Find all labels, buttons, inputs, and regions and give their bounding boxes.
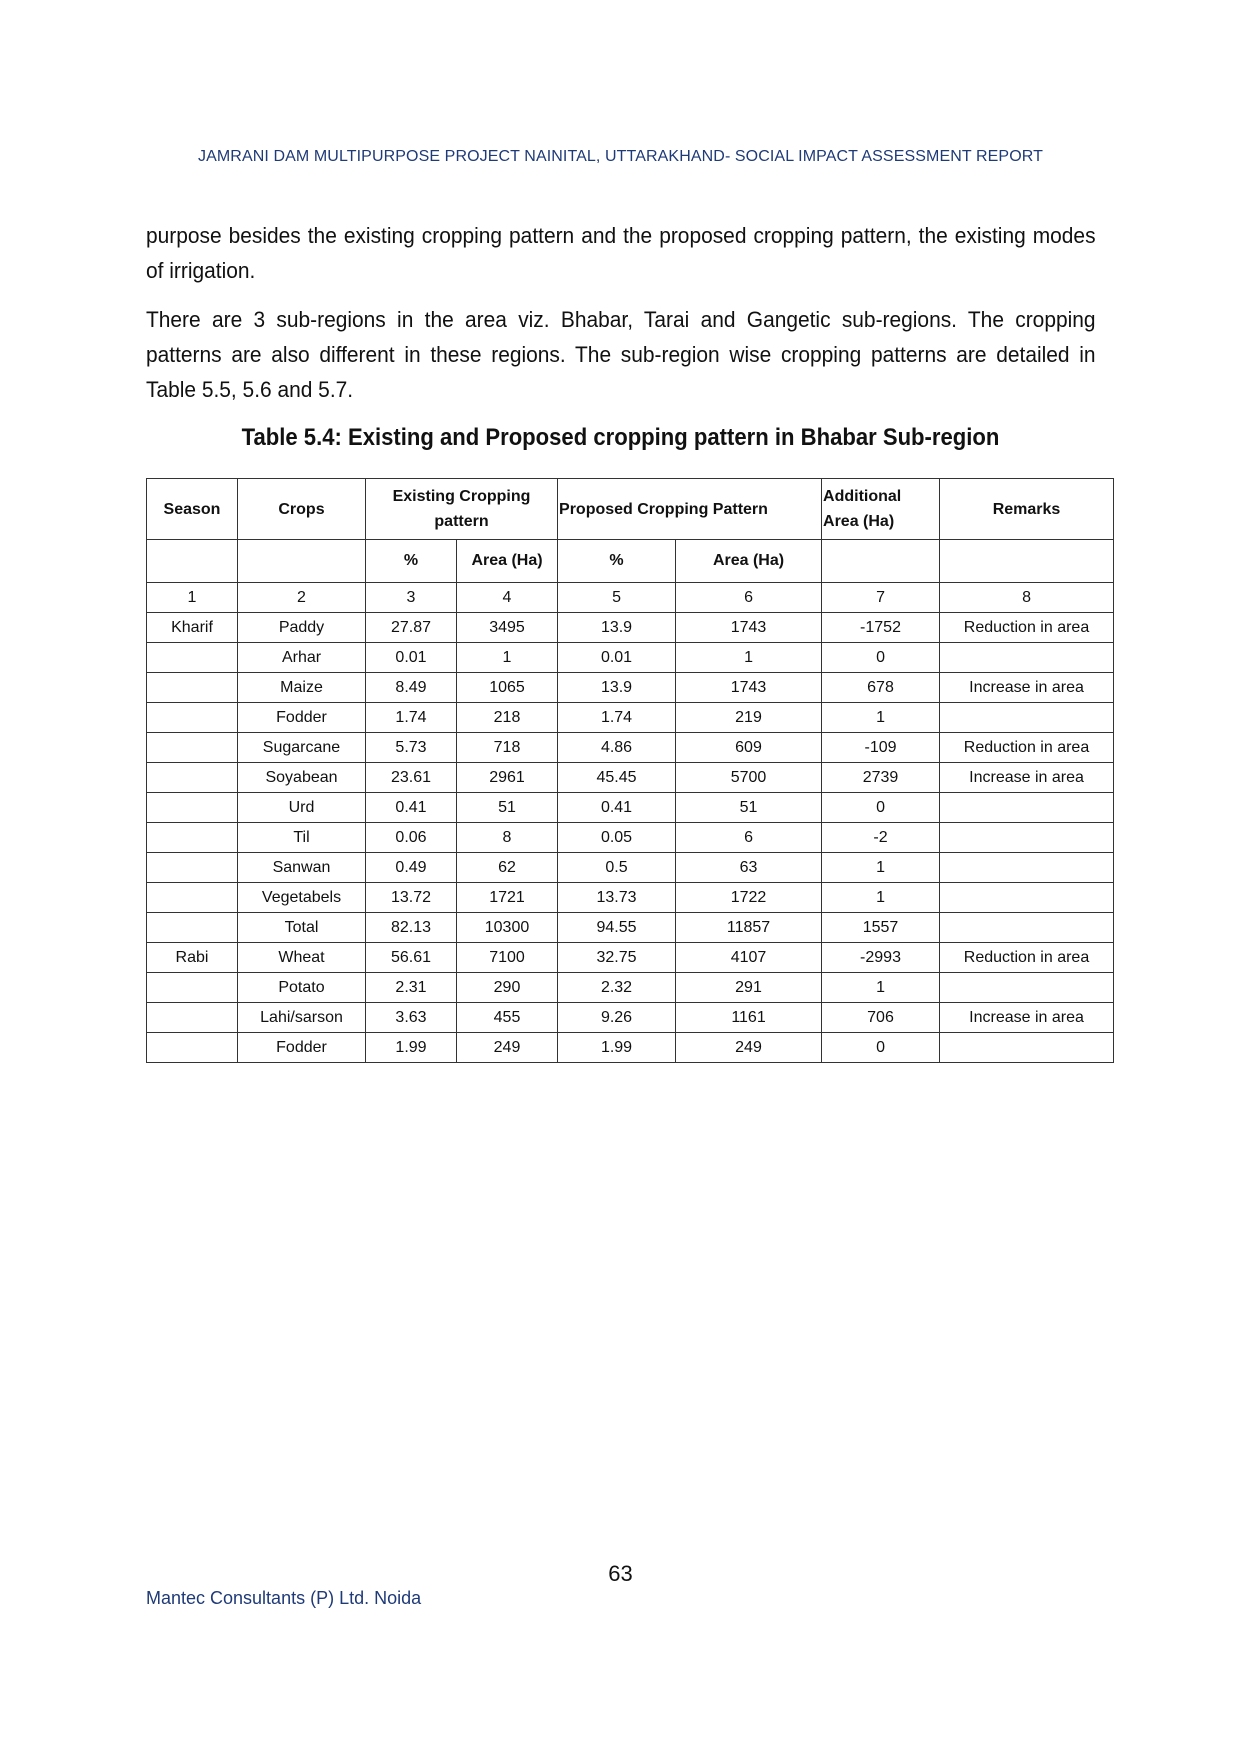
crop-cell: Soyabean (238, 763, 366, 793)
existing-area-cell: 1065 (457, 673, 558, 703)
existing-area-cell: 3495 (457, 613, 558, 643)
existing-pct-cell: 56.61 (366, 943, 457, 973)
body-paragraph: There are 3 sub-regions in the area viz. Bhabar, Tarai and Gangetic sub-regions. The cropping patterns are also different in these regions. The sub-region wise cropping patterns are detailed in Table 5.5, 5.6 and 5.7. (146, 307, 1096, 402)
column-number: 1 (147, 583, 238, 613)
table-row (147, 823, 1114, 853)
table-row (147, 1003, 1114, 1033)
table-row (147, 613, 1114, 643)
remarks-cell (940, 853, 1114, 883)
table-row (147, 973, 1114, 1003)
proposed-area-cell: 219 (676, 703, 822, 733)
remarks-cell: Increase in area (940, 763, 1114, 793)
additional-area-cell: 1 (822, 703, 940, 733)
additional-area-cell: 678 (822, 673, 940, 703)
crop-cell: Arhar (238, 643, 366, 673)
crop-cell: Urd (238, 793, 366, 823)
proposed-pct-cell: 94.55 (558, 913, 676, 943)
existing-pct-cell: 0.01 (366, 643, 457, 673)
crop-cell: Fodder (238, 1033, 366, 1063)
existing-pct-cell: 1.99 (366, 1033, 457, 1063)
remarks-cell (940, 913, 1114, 943)
existing-pct-cell: 3.63 (366, 1003, 457, 1033)
subheader-empty (822, 540, 940, 583)
proposed-pct-cell: 0.41 (558, 793, 676, 823)
proposed-pct-cell: 13.73 (558, 883, 676, 913)
proposed-area-cell: 5700 (676, 763, 822, 793)
remarks-cell: Increase in area (940, 1003, 1114, 1033)
column-number-row (147, 583, 1114, 613)
crop-cell: Total (238, 913, 366, 943)
subheader-proposed-pct: % (558, 540, 676, 583)
existing-area-cell: 8 (457, 823, 558, 853)
existing-area-cell: 62 (457, 853, 558, 883)
table-row (147, 733, 1114, 763)
proposed-pct-cell: 45.45 (558, 763, 676, 793)
remarks-cell (940, 883, 1114, 913)
table-row (147, 1033, 1114, 1063)
column-number: 8 (940, 583, 1114, 613)
season-cell (147, 643, 238, 673)
table-row (147, 643, 1114, 673)
table-subheader-row (147, 540, 1114, 583)
additional-area-cell: 1 (822, 883, 940, 913)
header-remarks: Remarks (940, 479, 1114, 540)
existing-area-cell: 218 (457, 703, 558, 733)
table-row (147, 913, 1114, 943)
proposed-area-cell: 1743 (676, 613, 822, 643)
season-cell: Kharif (147, 613, 238, 643)
crop-cell: Sugarcane (238, 733, 366, 763)
crop-cell: Paddy (238, 613, 366, 643)
subheader-existing-area: Area (Ha) (457, 540, 558, 583)
proposed-area-cell: 11857 (676, 913, 822, 943)
table-row (147, 883, 1114, 913)
additional-area-cell: 0 (822, 643, 940, 673)
existing-area-cell: 1721 (457, 883, 558, 913)
season-cell (147, 673, 238, 703)
existing-pct-cell: 13.72 (366, 883, 457, 913)
table-row (147, 673, 1114, 703)
subheader-existing-pct: % (366, 540, 457, 583)
table-header-row (147, 479, 1114, 540)
table-row (147, 793, 1114, 823)
season-cell (147, 1003, 238, 1033)
table-row (147, 853, 1114, 883)
existing-area-cell: 2961 (457, 763, 558, 793)
column-number: 4 (457, 583, 558, 613)
proposed-area-cell: 1743 (676, 673, 822, 703)
additional-area-cell: 0 (822, 793, 940, 823)
existing-area-cell: 290 (457, 973, 558, 1003)
season-cell (147, 913, 238, 943)
existing-pct-cell: 27.87 (366, 613, 457, 643)
existing-area-cell: 10300 (457, 913, 558, 943)
remarks-cell: Reduction in area (940, 613, 1114, 643)
proposed-pct-cell: 32.75 (558, 943, 676, 973)
existing-area-cell: 249 (457, 1033, 558, 1063)
remarks-cell: Increase in area (940, 673, 1114, 703)
crop-cell: Til (238, 823, 366, 853)
proposed-pct-cell: 1.99 (558, 1033, 676, 1063)
proposed-area-cell: 6 (676, 823, 822, 853)
additional-area-cell: -2993 (822, 943, 940, 973)
proposed-area-cell: 1161 (676, 1003, 822, 1033)
season-cell: Rabi (147, 943, 238, 973)
remarks-cell (940, 1033, 1114, 1063)
table-title: Table 5.4: Existing and Proposed cropping pattern in Bhabar Sub-region (241, 424, 1000, 451)
subheader-empty (940, 540, 1114, 583)
remarks-cell (940, 823, 1114, 853)
remarks-cell (940, 703, 1114, 733)
crop-cell: Maize (238, 673, 366, 703)
crop-cell: Potato (238, 973, 366, 1003)
proposed-area-cell: 51 (676, 793, 822, 823)
subheader-empty (238, 540, 366, 583)
remarks-cell (940, 643, 1114, 673)
proposed-pct-cell: 13.9 (558, 673, 676, 703)
remarks-cell: Reduction in area (940, 943, 1114, 973)
header-existing-cropping: Existing Cropping pattern (366, 479, 558, 540)
existing-pct-cell: 23.61 (366, 763, 457, 793)
proposed-pct-cell: 1.74 (558, 703, 676, 733)
column-number: 7 (822, 583, 940, 613)
proposed-area-cell: 63 (676, 853, 822, 883)
proposed-area-cell: 1722 (676, 883, 822, 913)
column-number: 3 (366, 583, 457, 613)
table-row (147, 703, 1114, 733)
existing-pct-cell: 82.13 (366, 913, 457, 943)
season-cell (147, 763, 238, 793)
proposed-area-cell: 4107 (676, 943, 822, 973)
existing-pct-cell: 5.73 (366, 733, 457, 763)
additional-area-cell: 1557 (822, 913, 940, 943)
additional-area-cell: 2739 (822, 763, 940, 793)
column-number: 6 (676, 583, 822, 613)
cropping-pattern-table (146, 478, 1114, 1063)
additional-area-cell: 1 (822, 853, 940, 883)
existing-pct-cell: 1.74 (366, 703, 457, 733)
existing-area-cell: 455 (457, 1003, 558, 1033)
proposed-pct-cell: 0.5 (558, 853, 676, 883)
existing-area-cell: 51 (457, 793, 558, 823)
remarks-cell (940, 973, 1114, 1003)
proposed-pct-cell: 2.32 (558, 973, 676, 1003)
existing-area-cell: 1 (457, 643, 558, 673)
page-number: 63 (608, 1561, 633, 1586)
footer-company: Mantec Consultants (P) Ltd. Noida (146, 1588, 422, 1608)
additional-area-cell: 706 (822, 1003, 940, 1033)
crop-cell: Sanwan (238, 853, 366, 883)
proposed-pct-cell: 0.01 (558, 643, 676, 673)
existing-pct-cell: 0.49 (366, 853, 457, 883)
table-row (147, 763, 1114, 793)
crop-cell: Lahi/sarson (238, 1003, 366, 1033)
season-cell (147, 1033, 238, 1063)
proposed-area-cell: 291 (676, 973, 822, 1003)
proposed-area-cell: 1 (676, 643, 822, 673)
season-cell (147, 823, 238, 853)
existing-area-cell: 7100 (457, 943, 558, 973)
table-row (147, 943, 1114, 973)
header-additional-area: Additional Area (Ha) (822, 479, 940, 540)
season-cell (147, 733, 238, 763)
column-number: 5 (558, 583, 676, 613)
season-cell (147, 883, 238, 913)
additional-area-cell: -1752 (822, 613, 940, 643)
existing-pct-cell: 0.06 (366, 823, 457, 853)
subheader-proposed-area: Area (Ha) (676, 540, 822, 583)
existing-pct-cell: 2.31 (366, 973, 457, 1003)
additional-area-cell: -109 (822, 733, 940, 763)
body-paragraph: purpose besides the existing cropping pattern and the proposed cropping pattern, the existing modes of irrigation. (146, 223, 1096, 283)
existing-pct-cell: 0.41 (366, 793, 457, 823)
additional-area-cell: -2 (822, 823, 940, 853)
proposed-area-cell: 609 (676, 733, 822, 763)
season-cell (147, 703, 238, 733)
proposed-pct-cell: 13.9 (558, 613, 676, 643)
column-number: 2 (238, 583, 366, 613)
proposed-pct-cell: 0.05 (558, 823, 676, 853)
existing-area-cell: 718 (457, 733, 558, 763)
season-cell (147, 853, 238, 883)
remarks-cell (940, 793, 1114, 823)
additional-area-cell: 1 (822, 973, 940, 1003)
additional-area-cell: 0 (822, 1033, 940, 1063)
season-cell (147, 973, 238, 1003)
header-proposed-cropping: Proposed Cropping Pattern (558, 479, 822, 540)
proposed-pct-cell: 9.26 (558, 1003, 676, 1033)
crop-cell: Vegetabels (238, 883, 366, 913)
running-header: JAMRANI DAM MULTIPURPOSE PROJECT NAINITAL, UTTARAKHAND- SOCIAL IMPACT ASSESSMENT REPORT (198, 148, 1043, 165)
header-season: Season (147, 479, 238, 540)
proposed-area-cell: 249 (676, 1033, 822, 1063)
remarks-cell: Reduction in area (940, 733, 1114, 763)
header-crops: Crops (238, 479, 366, 540)
crop-cell: Wheat (238, 943, 366, 973)
crop-cell: Fodder (238, 703, 366, 733)
season-cell (147, 793, 238, 823)
existing-pct-cell: 8.49 (366, 673, 457, 703)
proposed-pct-cell: 4.86 (558, 733, 676, 763)
subheader-empty (147, 540, 238, 583)
